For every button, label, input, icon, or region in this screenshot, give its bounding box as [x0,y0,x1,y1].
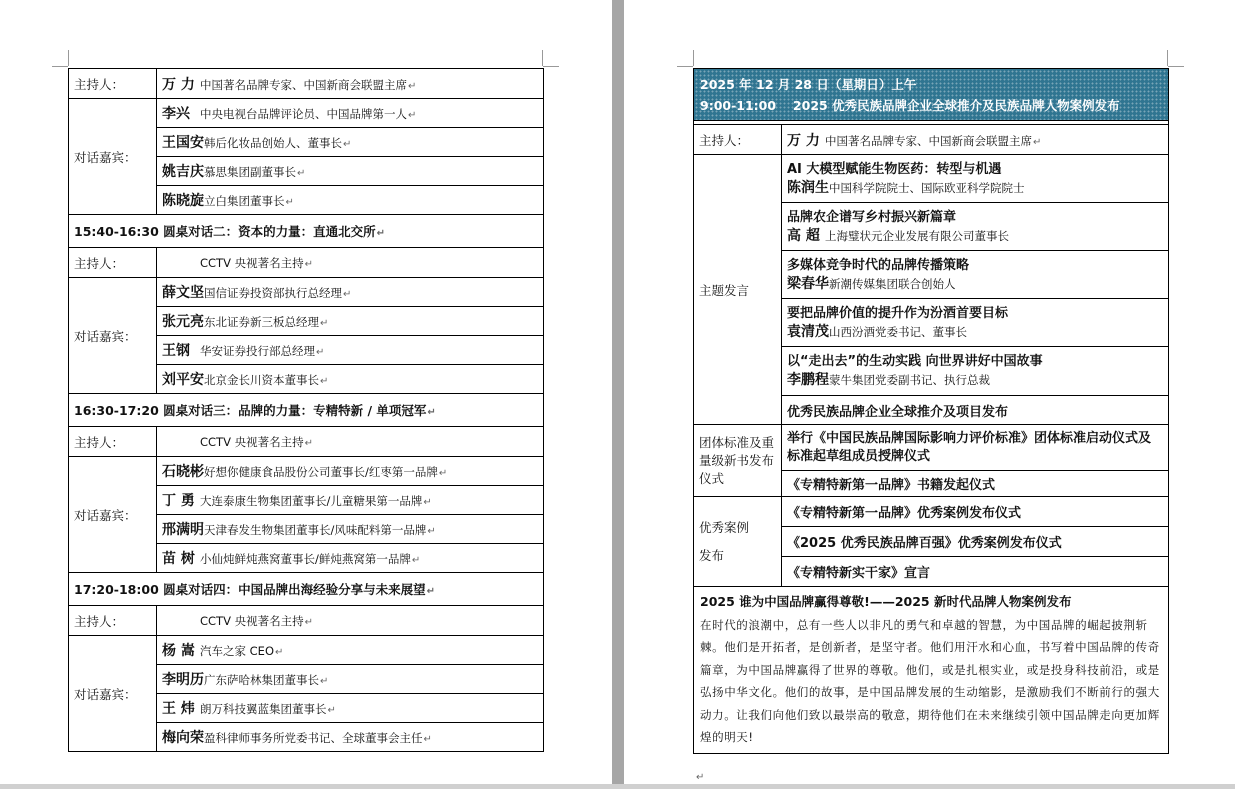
keynote-title: 要把品牌价值的提升作为汾酒首要目标 [787,305,1009,321]
keynote-item: 优秀民族品牌企业全球推介及项目发布 [782,396,1169,425]
keynote-item [782,203,1169,251]
host-label: 主持人： [69,606,157,636]
guest-name: 王国安 [162,135,204,151]
section-heading [69,394,544,427]
guest-role: 华安证券投行部总经理 [200,344,315,358]
guest-cell [157,544,544,573]
paragraph-mark: ↵ [427,407,436,418]
section-heading [69,573,544,606]
right-page [624,0,1235,789]
guest-role: 汽车之家 CEO [200,644,275,658]
host-label: 主持人： [69,69,157,99]
guest-role: 国信证券投资部执行总经理 [204,286,342,300]
paragraph-mark: ↵ [408,110,417,121]
guest-role: 东北证券新三板总经理 [204,315,319,329]
tribute-title: 2025 谁为中国品牌赢得尊敬!——2025 新时代品牌人物案例发布 [700,594,1072,609]
speaker-role: 山西汾酒党委书记、董事长 [829,324,967,339]
paragraph-mark: ↵ [343,289,352,300]
session-title: 9:00-11:00 2025 优秀民族品牌企业全球推介及民族品牌人物案例发布 [700,97,1120,113]
host-name: 万 力 [787,132,820,149]
standards-item: 举行《中国民族品牌国际影响力评价标准》团体标准启动仪式及标准起草组成员授牌仪式 [782,425,1169,471]
paragraph-mark: ↵ [275,647,284,658]
paragraph-mark: ↵ [427,526,436,537]
speaker-role: 中国科学院院士、国际欧亚科学院院士 [829,180,1025,195]
table-row [69,278,544,307]
session-header [694,69,1169,121]
guests-label: 对话嘉宾： [69,636,157,752]
guest-cell [157,186,544,215]
table-row [694,425,1169,471]
guest-name: 薛文坚 [162,285,204,301]
guest-name: 姚吉庆 [162,164,204,180]
guest-cell [157,723,544,752]
guest-role: 慕思集团副董事长 [204,165,296,179]
table-row [694,155,1169,203]
keynote-item [782,347,1169,396]
section-heading [69,215,544,248]
table-row [69,248,544,278]
crop-mark [693,50,694,66]
paragraph-mark: ↵ [426,586,436,597]
paragraph-mark: ↵ [327,705,336,716]
schedule-table-right [693,68,1169,754]
paragraph-mark: ↵ [408,80,417,92]
paragraph-mark: ↵ [316,347,325,358]
speaker-name: 陈润生 [787,179,829,196]
guest-name: 杨 嵩 [162,643,195,659]
guest-name: 苗 树 [162,551,195,567]
guest-name: 石晓彬 [162,464,204,480]
paragraph-mark: ↵ [343,139,352,150]
guest-name: 刘平安 [162,372,204,388]
guest-role: 北京金长川资本董事长 [204,373,319,387]
guest-cell [157,515,544,544]
cases-label-line: 发布 [699,547,725,563]
paragraph-mark: ↵ [1033,136,1042,148]
paragraph-mark: ↵ [320,376,329,387]
guest-name: 李兴 [162,106,190,122]
crop-mark [1167,50,1168,66]
paragraph-mark: ↵ [423,734,432,745]
guest-cell [157,636,544,665]
guest-cell [157,365,544,394]
guest-name: 陈晓旋 [162,193,204,209]
section-row [69,215,544,248]
host-label: 主持人： [69,427,157,457]
speaker-name: 李鹏程 [787,372,829,388]
guest-name: 张元亮 [162,314,204,330]
paragraph-mark: ↵ [304,616,313,628]
guest-cell [157,99,544,128]
table-row [69,606,544,636]
tribute-paragraph [694,587,1169,754]
speaker-role: 上海璧状元企业发展有限公司董事长 [825,228,1009,243]
speaker-role: 新潮传媒集团联合创始人 [829,276,956,291]
paragraph-mark: ↵ [423,497,432,508]
host-cell [157,248,544,278]
guest-role: 广东萨哈林集团董事长 [204,673,319,687]
crop-mark [543,66,559,67]
schedule-table-left [68,68,544,752]
table-row [69,457,544,486]
guests-label: 对话嘉宾： [69,278,157,394]
host-role: CCTV 央视著名主持 [200,255,304,270]
cases-label [694,497,782,587]
host-label: 主持人： [694,125,782,155]
paragraph-mark: ↵ [285,197,294,208]
section-title: 17:20-18:00 圆桌对话四：中国品牌出海经验分享与未来展望 [74,582,426,597]
host-role: 中国著名品牌专家、中国新商会联盟主席 [825,133,1032,148]
section-title: 15:40-16:30 圆桌对话二：资本的力量：直通北交所 [74,224,376,239]
crop-mark [68,50,69,66]
guest-role: 韩后化妆品创始人、董事长 [204,136,342,150]
speaker-role: 蒙牛集团党委副书记、执行总裁 [829,373,990,387]
crop-mark [677,66,693,67]
table-row [694,497,1169,527]
speaker-name: 袁清茂 [787,323,829,340]
guest-role: 小仙炖鲜炖燕窝董事长/鲜炖燕窝第一品牌 [200,552,411,566]
table-row [694,587,1169,754]
session-date: 2025 年 12 月 28 日（星期日）上午 [700,76,917,92]
guest-cell [157,486,544,515]
paragraph-mark: ↵ [304,437,313,449]
guest-cell [157,128,544,157]
table-row [69,69,544,99]
paragraph-mark: ↵ [411,555,421,566]
guest-cell [157,307,544,336]
guest-name: 邢满明 [162,522,204,538]
speaker-name: 梁春华 [787,275,829,292]
host-role: CCTV 央视著名主持 [200,613,304,628]
keynote-item [782,155,1169,203]
keynote-title: AI 大模型赋能生物医药：转型与机遇 [787,161,1002,177]
standards-label: 团体标准及重量级新书发布仪式 [694,425,782,497]
guest-cell [157,278,544,307]
paragraph-mark: ↵ [696,772,705,783]
case-item: 《专精特新第一品牌》优秀案例发布仪式 [782,497,1169,527]
cases-label-line: 优秀案例 [699,519,750,535]
keynote-label: 主题发言 [694,155,782,425]
window-bottom-edge [0,784,1235,789]
guest-name: 王 炜 [162,701,195,717]
guest-cell [157,665,544,694]
guest-role: 立白集团董事长 [204,194,285,208]
paragraph-mark: ↵ [304,258,313,270]
tribute-text: 在时代的浪潮中，总有一些人以非凡的勇气和卓越的智慧，为中国品牌的崛起披荆斩棘。他们是开拓者，是创新者，是坚守者。他们用汗水和心血，书写着中国品牌的传奇篇章，为中国品牌赢得了世界的尊敬。他们，或是扎根实业，或是投身科技前沿，或是弘扬中华文化。他们的故事，是中国品牌发展的生动缩影，是激励我们不断前行的强大动力。让我们向他们致以最崇高的敬意，期待他们在未来继续引领中国品牌走向更加辉煌的明天! [700,617,1160,744]
paragraph-mark: ↵ [376,228,386,239]
guest-name: 梅向荣 [162,730,204,746]
guest-cell [157,157,544,186]
host-name: 万 力 [162,76,195,93]
guest-cell [157,457,544,486]
standards-item: 《专精特新第一品牌》书籍发起仪式 [782,471,1169,497]
keynote-title: 品牌农企谱写乡村振兴新篇章 [787,209,957,225]
crop-mark [542,50,543,66]
speaker-name: 高 超 [787,227,820,244]
case-item: 《2025 优秀民族品牌百强》优秀案例发布仪式 [782,527,1169,557]
guest-role: 天津春发生物集团董事长/风味配料第一品牌 [204,523,427,537]
paragraph-mark: ↵ [320,676,329,687]
left-page [0,0,612,789]
keynote-title: 以“走出去”的生动实践 向世界讲好中国故事 [787,354,1043,369]
table-row [69,99,544,128]
guests-label: 对话嘉宾： [69,457,157,573]
guest-role: 好想你健康食品股份公司董事长/红枣第一品牌 [204,465,438,479]
case-item: 《专精特新实干家》宣言 [782,557,1169,587]
crop-mark [52,66,68,67]
guests-label: 对话嘉宾： [69,99,157,215]
host-role: 中国著名品牌专家、中国新商会联盟主席 [200,77,407,92]
host-cell [782,125,1169,155]
keynote-title: 多媒体竞争时代的品牌传播策略 [787,257,970,273]
keynote-item [782,299,1169,347]
host-role: CCTV 央视著名主持 [200,434,304,449]
table-row [694,125,1169,155]
section-row [69,394,544,427]
guest-cell [157,694,544,723]
section-title: 16:30-17:20 圆桌对话三：品牌的力量：专精特新 / 单项冠军 [74,403,427,418]
host-cell [157,427,544,457]
table-row [69,636,544,665]
guest-name: 王钢 [162,343,190,359]
crop-mark [1168,66,1184,67]
guest-name: 李明历 [162,672,204,688]
section-row [69,573,544,606]
page-gutter [612,0,624,789]
guest-role: 中央电视台品牌评论员、中国品牌第一人 [200,107,407,121]
guest-role: 盈科律师事务所党委书记、全球董事会主任 [204,731,423,745]
host-cell [157,69,544,99]
guest-cell [157,336,544,365]
host-label: 主持人： [69,248,157,278]
paragraph-mark: ↵ [438,468,448,479]
keynote-item [782,251,1169,299]
table-row [69,427,544,457]
paragraph-mark: ↵ [320,318,329,329]
guest-role: 大连泰康生物集团董事长/儿童糖果第一品牌 [200,494,423,508]
guest-role: 朗万科技翼蓝集团董事长 [200,702,327,716]
host-cell [157,606,544,636]
guest-name: 丁 勇 [162,493,195,509]
paragraph-mark: ↵ [297,168,306,179]
